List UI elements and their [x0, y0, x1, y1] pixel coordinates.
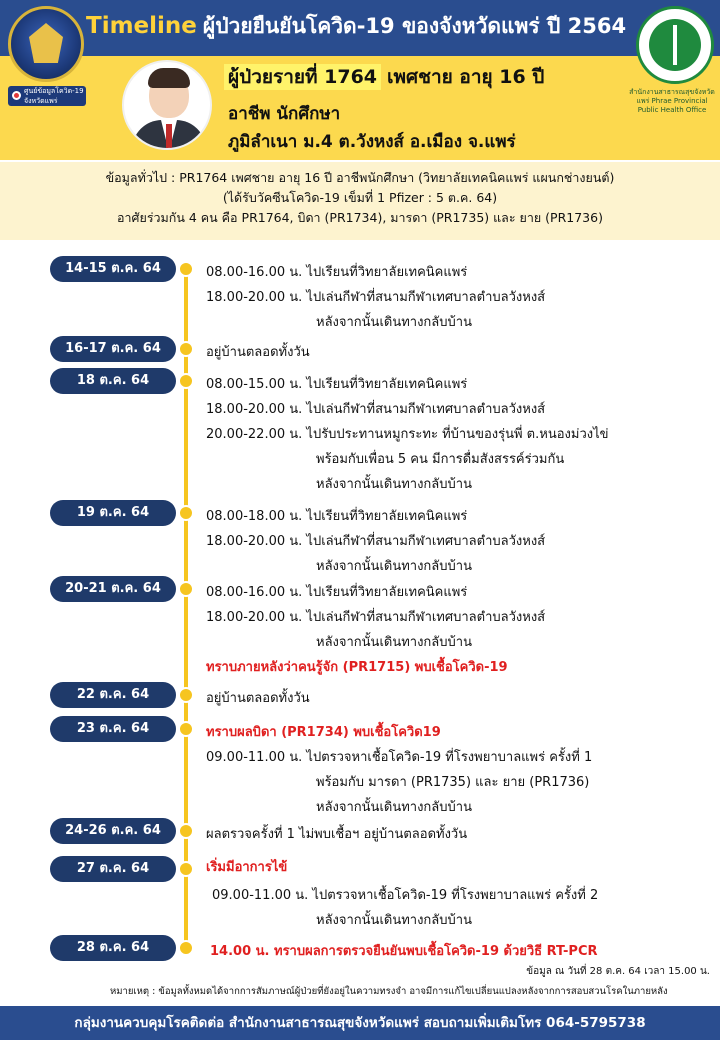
timeline-entry: 18.00-20.00 น. ไปเล่นกีฬาที่สนามกีฬาเทศบาลตำบลวังหงส์	[206, 290, 546, 305]
general-info-box	[0, 162, 720, 240]
info-line-1: ข้อมูลทั่วไป : PR1764 เพศชาย อายุ 16 ปี อาชีพนักศึกษา (วิทยาลัยเทคนิคแพร่ แผนกช่างยนต์)	[105, 170, 615, 185]
patient-avatar-icon	[122, 60, 212, 150]
timeline-entry: ผลตรวจครั้งที่ 1 ไม่พบเชื้อฯ อยู่บ้านตลอดทั้งวัน	[206, 827, 468, 842]
covid-center-tag: ศูนย์ข้อมูลโควิด-19 จังหวัดแพร่	[8, 86, 86, 106]
timeline-entry: 08.00-16.00 น. ไปเรียนที่วิทยาลัยเทคนิคแพร่	[206, 265, 468, 280]
info-line-2: (ได้รับวัคซีนโควิด-19 เข็มที่ 1 Pfizer : 5 ต.ค. 64)	[222, 190, 498, 205]
timeline-entry: หลังจากนั้นเดินทางกลับบ้าน	[316, 559, 472, 574]
timeline-entry: อยู่บ้านตลอดทั้งวัน	[206, 345, 310, 360]
timeline-dot	[178, 581, 194, 597]
alert-entry: ทราบภายหลังว่าคนรู้จัก (PR1715) พบเชื้อโควิด-19	[206, 660, 508, 675]
case-line	[224, 62, 544, 94]
ministry-of-public-health-logo	[636, 6, 714, 84]
health-office-label: สำนักงานสาธารณสุขจังหวัดแพร่ Phrae Provincial Public Health Office	[629, 88, 715, 114]
date-pill: 16-17 ต.ค. 64	[50, 336, 176, 362]
timeline-entry: 08.00-15.00 น. ไปเรียนที่วิทยาลัยเทคนิคแพร่	[206, 377, 468, 392]
timeline-dot	[178, 261, 194, 277]
timeline-entry: 09.00-11.00 น. ไปตรวจหาเชื้อโควิด-19 ที่โรงพยาบาลแพร่ ครั้งที่ 1	[206, 750, 593, 765]
timeline-entry: หลังจากนั้นเดินทางกลับบ้าน	[316, 635, 472, 650]
date-pill: 28 ต.ค. 64	[50, 935, 176, 961]
remark-note: หมายเหตุ : ข้อมูลทั้งหมดได้จากการสัมภาษณ์ผู้ป่วยที่ยังอยู่ในความทรงจำ อาจมีการแก้ไขเปลี่ยนแปลงหลังจากการสอบสวนโรคในภายหลัง	[110, 986, 668, 997]
case-info: เพศชาย อายุ 16 ปี	[387, 66, 545, 88]
case-number: ผู้ป่วยรายที่ 1764	[224, 64, 381, 90]
timeline-dot	[178, 505, 194, 521]
timeline-entry: 08.00-18.00 น. ไปเรียนที่วิทยาลัยเทคนิคแพร่	[206, 509, 468, 524]
timeline-entry: 09.00-11.00 น. ไปตรวจหาเชื้อโควิด-19 ที่โรงพยาบาลแพร่ ครั้งที่ 2	[212, 888, 599, 903]
timeline-entry: หลังจากนั้นเดินทางกลับบ้าน	[316, 913, 472, 928]
timeline-entry: 20.00-22.00 น. ไปรับประทานหมูกระทะ ที่บ้านของรุ่นพี่ ต.หนองม่วงไข่	[206, 427, 609, 442]
timeline-entry: 18.00-20.00 น. ไปเล่นกีฬาที่สนามกีฬาเทศบาลตำบลวังหงส์	[206, 610, 546, 625]
provincial-seal-logo	[8, 6, 84, 82]
date-pill: 24-26 ต.ค. 64	[50, 818, 176, 844]
date-pill: 23 ต.ค. 64	[50, 716, 176, 742]
timeline-dot	[178, 721, 194, 737]
occupation: อาชีพ นักศึกษา	[228, 104, 341, 124]
date-pill: 22 ต.ค. 64	[50, 682, 176, 708]
alert-entry: 14.00 น. ทราบผลการตรวจยืนยันพบเชื้อโควิด-19 ด้วยวิธี RT-PCR	[210, 944, 598, 959]
timeline-entry: อยู่บ้านตลอดทั้งวัน	[206, 691, 310, 706]
timeline-entry: หลังจากนั้นเดินทางกลับบ้าน	[316, 315, 472, 330]
timeline-entry: 18.00-20.00 น. ไปเล่นกีฬาที่สนามกีฬาเทศบาลตำบลวังหงส์	[206, 402, 546, 417]
date-pill: 18 ต.ค. 64	[50, 368, 176, 394]
alert-entry: ทราบผลบิดา (PR1734) พบเชื้อโควิด19	[206, 725, 441, 740]
date-pill: 27 ต.ค. 64	[50, 856, 176, 882]
date-pill: 20-21 ต.ค. 64	[50, 576, 176, 602]
timeline-dot	[178, 861, 194, 877]
data-as-of: ข้อมูล ณ วันที่ 28 ต.ค. 64 เวลา 15.00 น.	[526, 966, 710, 977]
timeline-entry: 18.00-20.00 น. ไปเล่นกีฬาที่สนามกีฬาเทศบาลตำบลวังหงส์	[206, 534, 546, 549]
virus-icon	[12, 91, 21, 100]
timeline-entry: หลังจากนั้นเดินทางกลับบ้าน	[316, 800, 472, 815]
timeline-dot	[178, 373, 194, 389]
timeline-dot	[178, 687, 194, 703]
info-line-3: อาศัยร่วมกัน 4 คน คือ PR1764, บิดา (PR1734), มารดา (PR1735) และ ยาย (PR1736)	[117, 210, 603, 225]
title-prefix: Timeline	[86, 13, 197, 39]
date-pill: 19 ต.ค. 64	[50, 500, 176, 526]
timeline-dot	[178, 940, 194, 956]
page-title	[86, 10, 646, 43]
timeline-entry: หลังจากนั้นเดินทางกลับบ้าน	[316, 477, 472, 492]
timeline-entry: 08.00-16.00 น. ไปเรียนที่วิทยาลัยเทคนิคแพร่	[206, 585, 468, 600]
timeline-dot	[178, 341, 194, 357]
title-text: ผู้ป่วยยืนยันโควิด-19 ของจังหวัดแพร่ ปี 2564	[202, 14, 627, 38]
alert-entry: เริ่มมีอาการไข้	[206, 860, 288, 875]
date-pill: 14-15 ต.ค. 64	[50, 256, 176, 282]
timeline-entry: พร้อมกับ มารดา (PR1735) และ ยาย (PR1736)	[316, 775, 590, 790]
hometown: ภูมิลำเนา ม.4 ต.วังหงส์ อ.เมือง จ.แพร่	[228, 132, 516, 152]
footer-contact: กลุ่มงานควบคุมโรคติดต่อ สำนักงานสาธารณสุขจังหวัดแพร่ สอบถามเพิ่มเติมโทร 064-5795738	[0, 1006, 720, 1040]
timeline-entry: พร้อมกับเพื่อน 5 คน มีการดื่มสังสรรค์ร่วมกัน	[316, 452, 565, 467]
timeline-axis	[184, 262, 188, 952]
header	[0, 0, 720, 160]
timeline-dot	[178, 823, 194, 839]
